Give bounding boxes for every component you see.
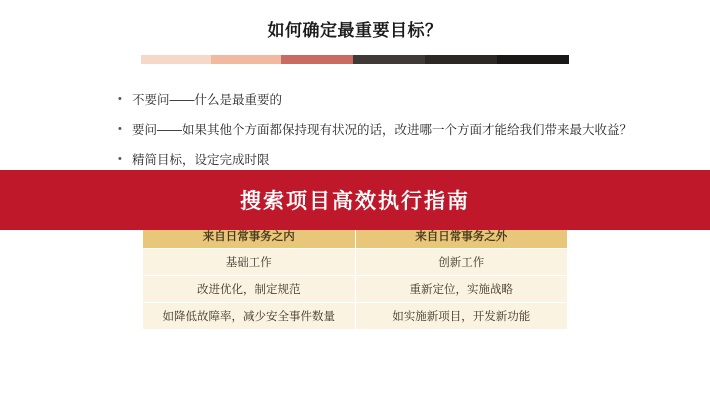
- list-item-text: 不要问——什么是最重要的: [132, 93, 283, 107]
- table-cell: 重新定位，实施战略: [355, 276, 568, 303]
- table-row: [143, 276, 568, 303]
- list-item-text: 要问——如果其他个方面都保持现有状况的话，改进哪一个方面才能给我们带来最大收益？: [132, 122, 633, 137]
- table-cell: 基础工作: [143, 249, 356, 276]
- table-cell: 如降低故障率，减少安全事件数量: [143, 303, 356, 330]
- page-title: 如何确定最重要目标？: [267, 21, 443, 40]
- divider-segment: [141, 55, 211, 64]
- list-item: [118, 152, 658, 169]
- list-item: [118, 92, 658, 109]
- table-cell: 改进优化，制定规范: [143, 276, 356, 303]
- bullet-marker: •: [118, 152, 122, 165]
- divider-segment: [353, 55, 425, 64]
- bullet-marker: •: [118, 93, 122, 105]
- table-cell: 如实施新项目，开发新功能: [355, 303, 568, 330]
- column-header: 来自日常事务之内: [143, 223, 356, 249]
- divider-segment: [281, 55, 353, 64]
- column-header: 来自日常事务之外: [355, 223, 568, 249]
- table-row: [143, 303, 568, 330]
- list-item: [118, 122, 658, 139]
- matrix-table-wrapper: [142, 222, 568, 330]
- overlay-banner-text: 搜索项目高效执行指南: [240, 190, 470, 213]
- divider-segment: [497, 55, 569, 64]
- matrix-table: [142, 222, 568, 330]
- list-item-text: 精简目标，设定完成时限: [132, 152, 270, 167]
- divider-segment: [211, 55, 281, 64]
- table-cell: 创新工作: [355, 249, 568, 276]
- table-row: [143, 249, 568, 276]
- divider-segment: [425, 55, 497, 64]
- overlay-banner: [0, 170, 710, 230]
- bullet-marker: •: [118, 122, 122, 135]
- table-body: [143, 249, 568, 330]
- divider-bar: [141, 55, 569, 64]
